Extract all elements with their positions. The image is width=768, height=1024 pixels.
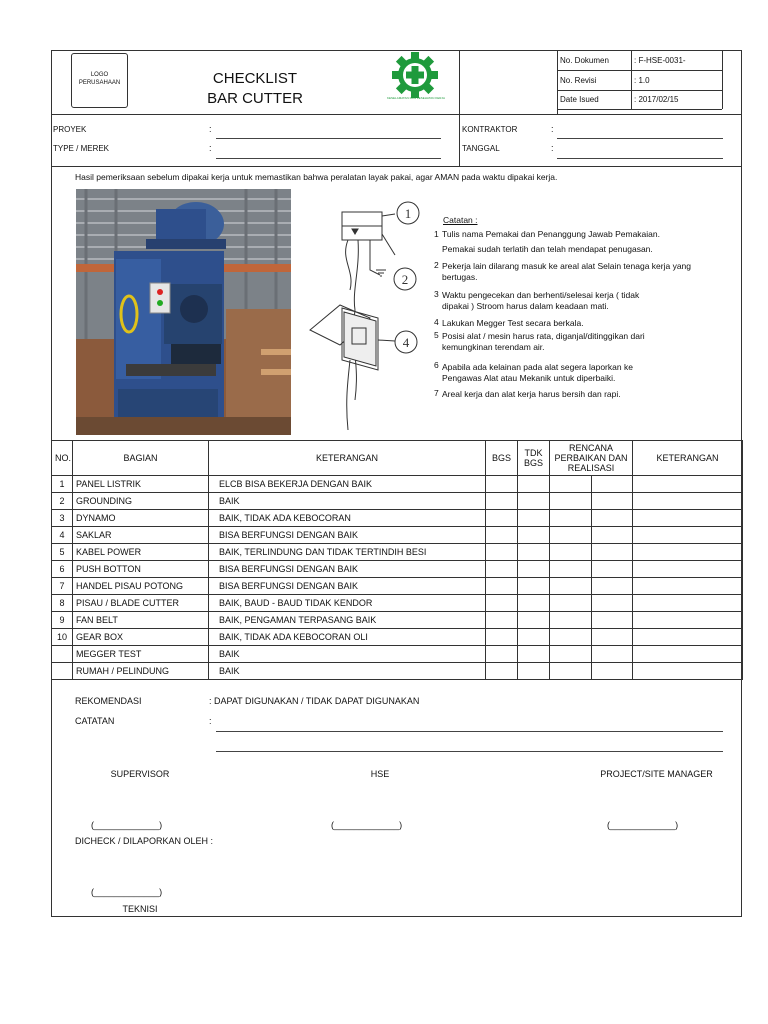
rencana-perbaikan-cell[interactable]: [550, 493, 592, 510]
row-keterangan: BAIK, TIDAK ADA KEBOCORAN OLI: [209, 629, 486, 646]
revision-value: : 1.0: [634, 76, 650, 85]
rencana-line-3: REALISASI: [567, 463, 615, 473]
col-header-no: NO.: [52, 441, 73, 476]
bgs-cell[interactable]: [486, 544, 518, 561]
row-bagian: PISAU / BLADE CUTTER: [73, 595, 209, 612]
date-issued-label: Date Isued: [560, 95, 599, 104]
rencana-perbaikan-cell[interactable]: [550, 578, 592, 595]
proyek-input-line[interactable]: [216, 138, 441, 139]
rencana-perbaikan-cell[interactable]: [550, 629, 592, 646]
company-logo-placeholder: [71, 53, 128, 108]
keterangan-cell[interactable]: [633, 493, 743, 510]
rencana-perbaikan-cell[interactable]: [550, 612, 592, 629]
row-keterangan: ELCB BISA BEKERJA DENGAN BAIK: [209, 476, 486, 493]
bgs-cell[interactable]: [486, 629, 518, 646]
rencana-line-2: PERBAIKAN DAN: [554, 453, 628, 463]
bgs-cell[interactable]: [486, 646, 518, 663]
rencana-perbaikan-cell[interactable]: [550, 646, 592, 663]
note-3-number: 3: [434, 289, 439, 299]
note-7-line-1: Areal kerja dan alat kerja harus bersih dan rapi.: [442, 389, 621, 399]
col-header-keterangan: KETERANGAN: [209, 441, 486, 476]
bgs-cell[interactable]: [486, 578, 518, 595]
document-title-line-2: BAR CUTTER: [207, 90, 303, 107]
project-manager-label: PROJECT/SITE MANAGER: [600, 769, 713, 779]
diagram-label-2: 2: [401, 272, 409, 287]
row-bagian: PUSH BOTTON: [73, 561, 209, 578]
catatan-line-1[interactable]: [216, 731, 723, 732]
tanggal-input-line[interactable]: [557, 158, 723, 159]
row-no: 7: [52, 578, 73, 595]
note-4-number: 4: [434, 317, 439, 327]
table-row: [52, 629, 743, 646]
project-bottom-rule: [51, 166, 742, 167]
table-row: [52, 595, 743, 612]
note-3-line-2: dipakai ) Stroom harus dalam keadaan mati.: [442, 301, 609, 311]
tdk-bgs-cell[interactable]: [518, 527, 550, 544]
proyek-colon: :: [209, 124, 212, 134]
realisasi-cell[interactable]: [592, 561, 633, 578]
note-1-number: 1: [434, 229, 439, 239]
row-no: 10: [52, 629, 73, 646]
header-bottom-rule: [51, 114, 742, 115]
bgs-cell[interactable]: [486, 612, 518, 629]
note-6-line-2: Pengawas Alat atau Mekanik untuk diperbaiki.: [442, 373, 616, 383]
diagram-label-1: 1: [404, 206, 412, 221]
doc-number-value: : F-HSE-0031-: [634, 56, 686, 65]
supervisor-label: SUPERVISOR: [110, 769, 170, 779]
row-keterangan: BISA BERFUNGSI DENGAN BAIK: [209, 578, 486, 595]
row-no: [52, 663, 73, 680]
header-divider: [459, 50, 460, 114]
table-row: [52, 578, 743, 595]
tanggal-label: TANGGAL: [462, 144, 500, 153]
bgs-line: BGS: [523, 458, 543, 468]
electrical-diagram: [300, 200, 425, 435]
date-issued-value: : 2017/02/15: [634, 95, 679, 104]
project-divider: [459, 114, 460, 166]
row-bagian: SAKLAR: [73, 527, 209, 544]
rencana-perbaikan-cell[interactable]: [550, 510, 592, 527]
rencana-perbaikan-cell[interactable]: [550, 663, 592, 680]
realisasi-cell[interactable]: [592, 629, 633, 646]
keterangan-cell[interactable]: [633, 595, 743, 612]
bar-cutter-photo: [76, 189, 291, 435]
tdk-bgs-cell[interactable]: [518, 612, 550, 629]
tdk-bgs-cell[interactable]: [518, 510, 550, 527]
col-header-rencana: [550, 441, 633, 476]
hse-label: HSE: [370, 769, 390, 779]
catatan-colon: :: [209, 716, 212, 726]
note-5-line-2: kemungkinan terendam air.: [442, 342, 545, 352]
supervisor-signature-blank[interactable]: (_____________): [91, 820, 163, 830]
teknisi-label: TEKNISI: [122, 904, 158, 914]
row-keterangan: BISA BERFUNGSI DENGAN BAIK: [209, 561, 486, 578]
realisasi-cell[interactable]: [592, 544, 633, 561]
type-merek-colon: :: [209, 143, 212, 153]
note-6-number: 6: [434, 360, 439, 370]
rekomendasi-label: REKOMENDASI: [75, 696, 142, 706]
keterangan-cell[interactable]: [633, 476, 743, 493]
dicheck-label: DICHECK / DILAPORKAN OLEH :: [75, 836, 214, 846]
realisasi-cell[interactable]: [592, 493, 633, 510]
keterangan-cell[interactable]: [633, 527, 743, 544]
bgs-cell[interactable]: [486, 561, 518, 578]
note-3-line-1: Waktu pengecekan dan berhenti/selesai kerja ( tidak: [442, 290, 640, 300]
col-header-tdk-bgs: [518, 441, 550, 476]
realisasi-cell[interactable]: [592, 663, 633, 680]
row-keterangan: BAIK, PENGAMAN TERPASANG BAIK: [209, 612, 486, 629]
kontraktor-colon: :: [551, 124, 554, 134]
table-row: [52, 510, 743, 527]
teknisi-signature-blank[interactable]: (_____________): [91, 887, 163, 897]
row-bagian: MEGGER TEST: [73, 646, 209, 663]
note-2-line-2: bertugas.: [442, 272, 478, 282]
row-bagian: FAN BELT: [73, 612, 209, 629]
logo-line-1: LOGO: [90, 72, 109, 78]
row-keterangan: BISA BERFUNGSI DENGAN BAIK: [209, 527, 486, 544]
diagram-label-4: 4: [402, 335, 410, 350]
row-bagian: GEAR BOX: [73, 629, 209, 646]
docinfo-right-edge: [722, 50, 723, 109]
row-no: 2: [52, 493, 73, 510]
note-6-line-1: Apabila ada kelainan pada alat segera laporkan ke: [442, 362, 633, 372]
docinfo-rule-2: [557, 90, 722, 91]
bgs-cell[interactable]: [486, 493, 518, 510]
row-no: 4: [52, 527, 73, 544]
emblem-caption: KESELAMATAN DAN KESEHATAN KERJA: [387, 96, 445, 100]
note-5-number: 5: [434, 330, 439, 340]
docinfo-rule-1: [557, 70, 722, 71]
rencana-perbaikan-cell[interactable]: [550, 595, 592, 612]
table-row: [52, 612, 743, 629]
row-bagian: PANEL LISTRIK: [73, 476, 209, 493]
keterangan-cell[interactable]: [633, 510, 743, 527]
catatan-line-2[interactable]: [216, 751, 723, 752]
tdk-bgs-cell[interactable]: [518, 578, 550, 595]
row-no: 1: [52, 476, 73, 493]
tdk-bgs-cell[interactable]: [518, 595, 550, 612]
bgs-cell[interactable]: [486, 510, 518, 527]
docinfo-mid-divider: [631, 50, 632, 109]
realisasi-cell[interactable]: [592, 527, 633, 544]
table-row: [52, 527, 743, 544]
table-row: [52, 544, 743, 561]
tdk-bgs-cell[interactable]: [518, 493, 550, 510]
revision-label: No. Revisi: [560, 76, 597, 85]
docinfo-divider: [557, 50, 558, 114]
k3-emblem: [388, 52, 444, 104]
bgs-cell[interactable]: [486, 476, 518, 493]
row-bagian: KABEL POWER: [73, 544, 209, 561]
tdk-bgs-cell[interactable]: [518, 544, 550, 561]
rencana-perbaikan-cell[interactable]: [550, 561, 592, 578]
realisasi-cell[interactable]: [592, 476, 633, 493]
type-merek-input-line[interactable]: [216, 158, 441, 159]
hse-signature-blank[interactable]: (_____________): [331, 820, 403, 830]
tdk-bgs-cell[interactable]: [518, 629, 550, 646]
row-bagian: HANDEL PISAU POTONG: [73, 578, 209, 595]
tdk-bgs-cell[interactable]: [518, 561, 550, 578]
bgs-cell[interactable]: [486, 595, 518, 612]
document-title-line-1: CHECKLIST: [212, 70, 298, 87]
realisasi-cell[interactable]: [592, 578, 633, 595]
keterangan-cell[interactable]: [633, 663, 743, 680]
realisasi-cell[interactable]: [592, 510, 633, 527]
note-4-line-1: Lakukan Megger Test secara berkala.: [442, 318, 584, 328]
row-bagian: RUMAH / PELINDUNG: [73, 663, 209, 680]
table-row: [52, 561, 743, 578]
rekomendasi-value[interactable]: : DAPAT DIGUNAKAN / TIDAK DAPAT DIGUNAKAN: [209, 696, 420, 706]
realisasi-cell[interactable]: [592, 595, 633, 612]
table-row: [52, 663, 743, 680]
note-7-number: 7: [434, 388, 439, 398]
rencana-perbaikan-cell[interactable]: [550, 527, 592, 544]
note-5-line-1: Posisi alat / mesin harus rata, diganjal/ditinggikan dari: [442, 331, 645, 341]
col-header-keterangan-2: KETERANGAN: [633, 441, 743, 476]
col-header-bagian: BAGIAN: [73, 441, 209, 476]
intro-text: Hasil pemeriksaan sebelum dipakai kerja untuk memastikan bahwa peralatan layak pakai, agar AMAN pada waktu dipakai kerja.: [75, 172, 558, 182]
keterangan-cell[interactable]: [633, 646, 743, 663]
table-row: [52, 476, 743, 493]
row-no: 9: [52, 612, 73, 629]
row-no: 8: [52, 595, 73, 612]
keterangan-cell[interactable]: [633, 578, 743, 595]
kontraktor-input-line[interactable]: [557, 138, 723, 139]
tdk-bgs-cell[interactable]: [518, 663, 550, 680]
tdk-bgs-cell[interactable]: [518, 476, 550, 493]
row-keterangan: BAIK: [209, 493, 486, 510]
row-keterangan: BAIK, TERLINDUNG DAN TIDAK TERTINDIH BESI: [209, 544, 486, 561]
bgs-cell[interactable]: [486, 663, 518, 680]
row-keterangan: BAIK, TIDAK ADA KEBOCORAN: [209, 510, 486, 527]
manager-signature-blank[interactable]: (_____________): [607, 820, 679, 830]
doc-number-label: No. Dokumen: [560, 56, 609, 65]
rencana-perbaikan-cell[interactable]: [550, 544, 592, 561]
notes-title: Catatan :: [443, 215, 478, 225]
docinfo-rule-3: [557, 109, 722, 110]
row-no: 5: [52, 544, 73, 561]
realisasi-cell[interactable]: [592, 612, 633, 629]
row-no: 3: [52, 510, 73, 527]
catatan-label: CATATAN: [75, 716, 115, 726]
elcb-wiring-diagram: [300, 200, 425, 435]
note-2-line-1: Pekerja lain dilarang masuk ke areal alat Selain tenaga kerja yang: [442, 261, 692, 271]
bar-cutter-machine-image: [76, 189, 291, 435]
tdk-line: TDK: [524, 448, 543, 458]
logo-line-2: PERUSAHAAN: [78, 80, 121, 86]
type-merek-label: TYPE / MEREK: [53, 144, 110, 153]
table-row: [52, 646, 743, 663]
rencana-line-1: RENCANA: [568, 443, 613, 453]
keterangan-cell[interactable]: [633, 629, 743, 646]
note-2-number: 2: [434, 260, 439, 270]
row-keterangan: BAIK, BAUD - BAUD TIDAK KENDOR: [209, 595, 486, 612]
row-no: 6: [52, 561, 73, 578]
col-header-bgs: BGS: [486, 441, 518, 476]
row-bagian: GROUNDING: [73, 493, 209, 510]
keterangan-cell[interactable]: [633, 612, 743, 629]
checklist-table: [51, 440, 743, 680]
table-header-row: [52, 441, 743, 476]
keterangan-cell[interactable]: [633, 561, 743, 578]
row-bagian: DYNAMO: [73, 510, 209, 527]
keterangan-cell[interactable]: [633, 544, 743, 561]
kontraktor-label: KONTRAKTOR: [462, 125, 518, 134]
tdk-bgs-cell[interactable]: [518, 646, 550, 663]
row-keterangan: BAIK: [209, 646, 486, 663]
row-keterangan: BAIK: [209, 663, 486, 680]
rencana-perbaikan-cell[interactable]: [550, 476, 592, 493]
bgs-cell[interactable]: [486, 527, 518, 544]
note-1-line-1: Tulis nama Pemakai dan Penanggung Jawab Pemakaian.: [442, 229, 660, 239]
row-no: [52, 646, 73, 663]
proyek-label: PROYEK: [53, 125, 87, 134]
note-1-line-2: Pemakai sudah terlatih dan telah mendapat penugasan.: [442, 244, 653, 254]
table-row: [52, 493, 743, 510]
tanggal-colon: :: [551, 143, 554, 153]
realisasi-cell[interactable]: [592, 646, 633, 663]
